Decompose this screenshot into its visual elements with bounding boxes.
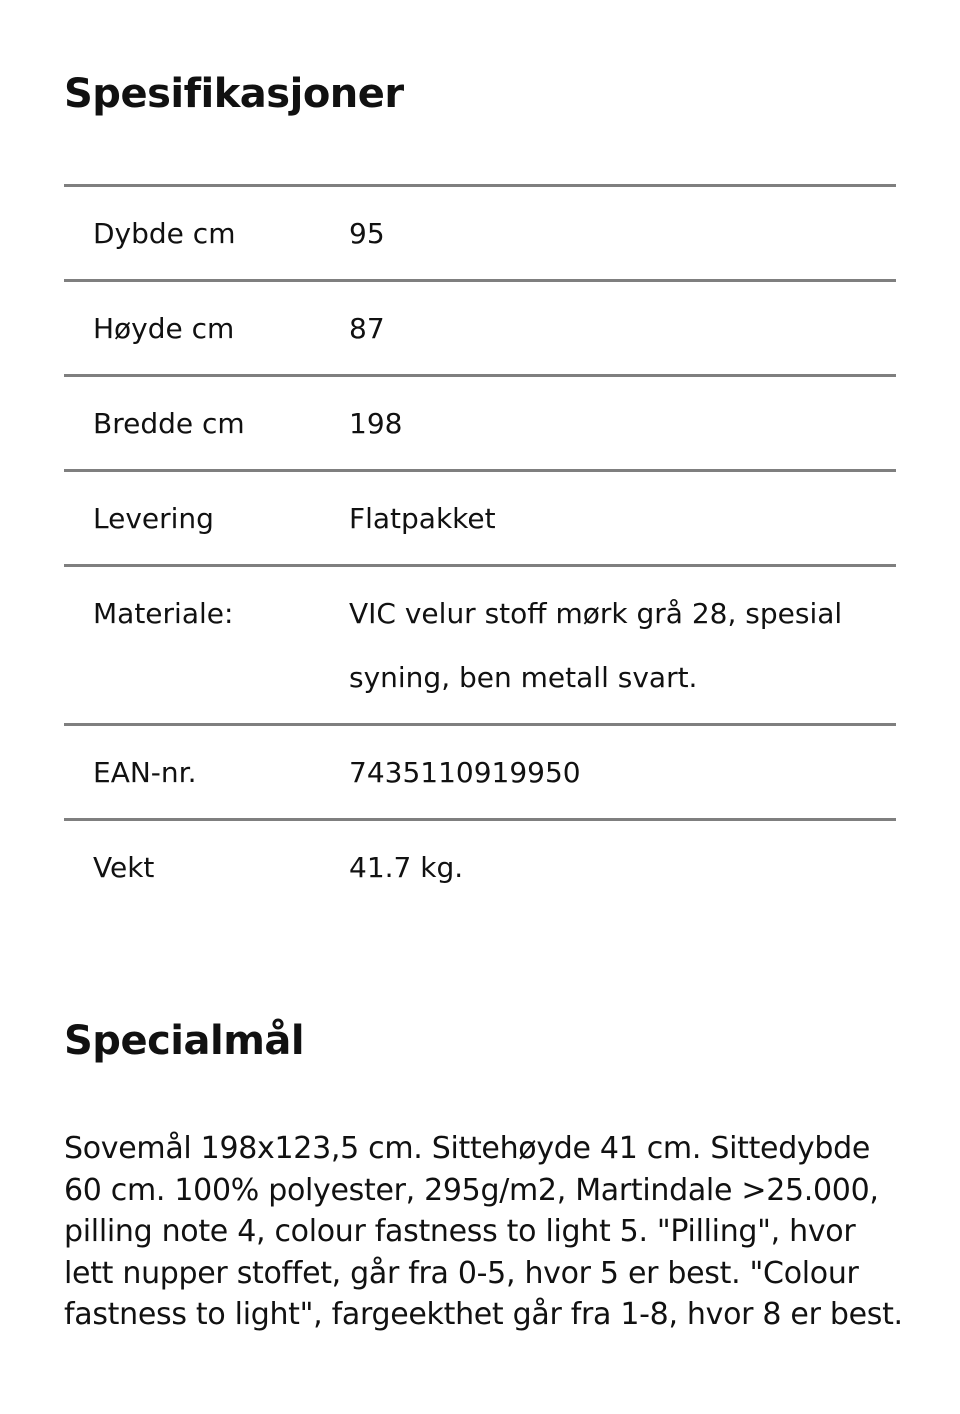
table-row [64,567,896,726]
spec-value-depth: 95 [349,217,385,250]
specifications-heading: Spesifikasjoner [64,71,404,117]
table-row [64,726,896,821]
spec-label-delivery: Levering [93,502,214,535]
spec-label-width: Bredde cm [93,407,245,440]
spec-value-weight: 41.7 kg. [349,851,464,884]
spec-label-weight: Vekt [93,851,155,884]
spec-value-width: 198 [349,407,403,440]
spec-value-delivery: Flatpakket [349,502,496,535]
spec-value-height: 87 [349,312,385,345]
specifications-table [64,184,896,913]
table-row [64,187,896,282]
special-dimensions-heading: Specialmål [64,1018,305,1064]
special-dimensions-text: Sovemål 198x123,5 cm. Sittehøyde 41 cm. Sittedybde 60 cm. 100% polyester, 295g/m2, Martindale >25.000, pilling note 4, colour fastness to light 5. "Pilling", hvor lett nupper stoffet, går fra 0-5, hvor 5 er best. "Colour fastness to light", fargeekthet går fra 1-8, hvor 8 er best. [64,1131,903,1332]
spec-label-depth: Dybde cm [93,217,236,250]
spec-value-material: VIC velur stoff mørk grå 28, spesial syning, ben metall svart. [349,597,843,694]
table-row [64,377,896,472]
table-row [64,282,896,377]
spec-label-ean: EAN-nr. [93,756,197,789]
spec-value-ean: 7435110919950 [349,756,581,789]
table-row [64,472,896,567]
spec-label-height: Høyde cm [93,312,235,345]
table-row [64,821,896,913]
spec-label-material: Materiale: [93,597,234,630]
